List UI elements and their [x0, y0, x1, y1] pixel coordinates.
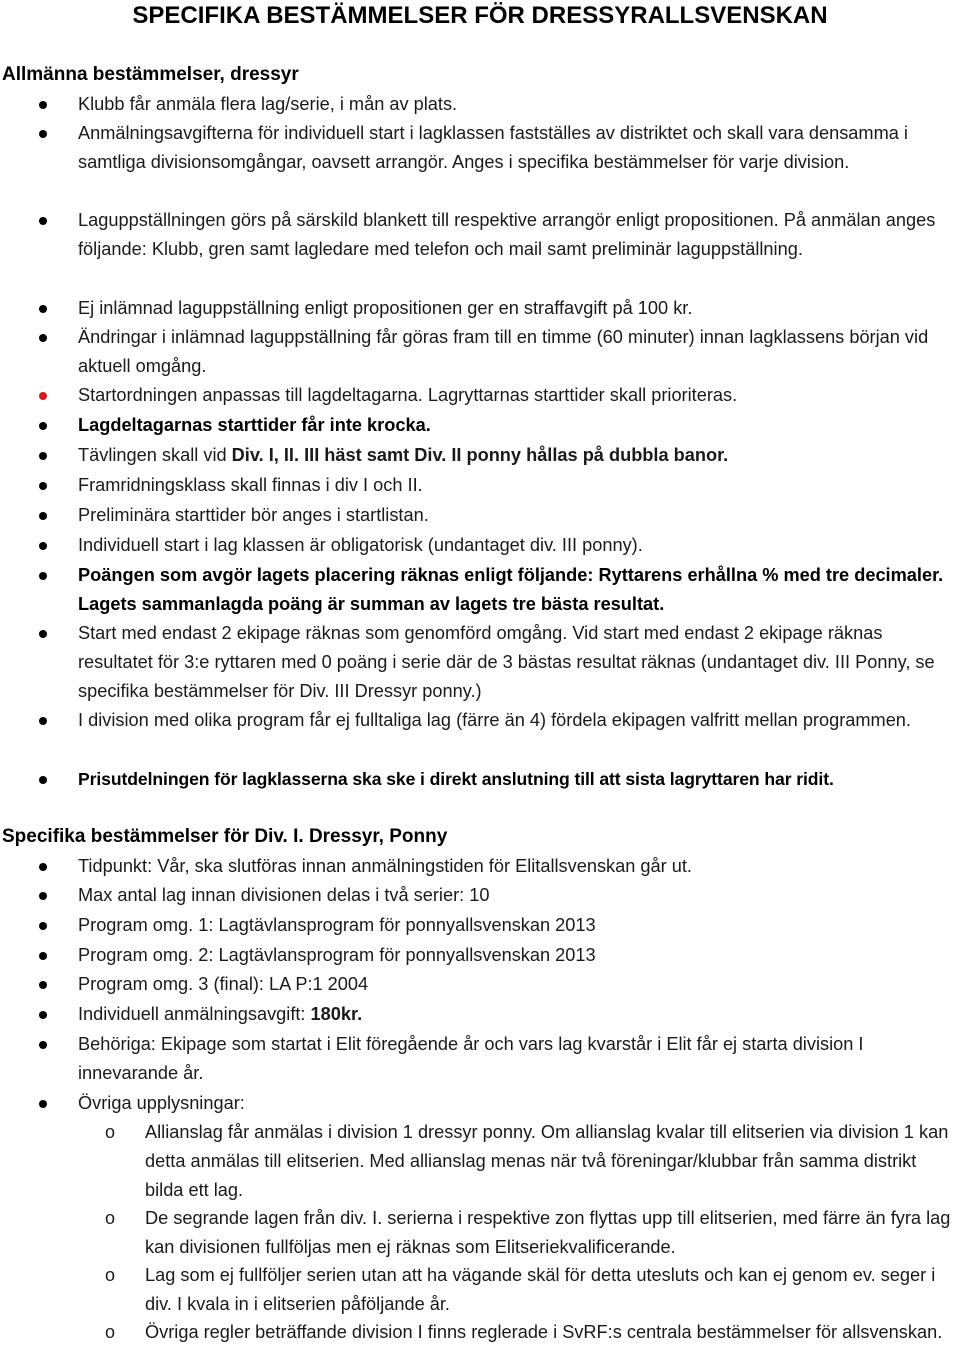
- list-item-text: Program omg. 3 (final): LA P:1 2004: [78, 974, 369, 994]
- list-item-text: Preliminära starttider bör anges i startlistan.: [78, 505, 429, 525]
- sub-list-item: [105, 1118, 957, 1205]
- bullet-icon: [39, 542, 47, 550]
- bullet-icon: [39, 101, 47, 109]
- bullet-icon: [39, 1100, 47, 1108]
- list-item-text: Övriga upplysningar:: [78, 1093, 245, 1113]
- list-item: [78, 1089, 958, 1118]
- list-item-text: Startordningen anpassas till lagdeltagarna. Lagryttarnas starttider skall prioriteras.: [78, 385, 738, 405]
- list-item-text: Allianslag får anmälas i division 1 dressyr ponny. Om allianslag kvalar till elitserien via division 1 kan detta anmälas till elitserien. Med allianslag menas när två föreningar/klubbar från samma distrikt bilda ett lag.: [145, 1122, 949, 1200]
- bullet-icon: [39, 717, 47, 725]
- list-item-text: Max antal lag innan divisionen delas i två serier: 10: [78, 885, 490, 905]
- list-item-text: Lag som ej fullföljer serien utan att ha vägande skäl för detta utesluts och kan ej genom ev. seger i div. I kvala in i elitserien påföljande år.: [145, 1265, 936, 1314]
- list-item-text: Individuell start i lag klassen är obligatorisk (undantaget div. III ponny).: [78, 535, 643, 555]
- list-item-text: Program omg. 2: Lagtävlansprogram för ponnyallsvenskan 2013: [78, 945, 596, 965]
- list-item-text: Individuell anmälningsavgift:: [78, 1004, 311, 1024]
- list-item: [78, 90, 958, 119]
- list-item-text: Ej inlämnad laguppställning enligt propositionen ger en straffavgift på 100 kr.: [78, 298, 693, 318]
- list-item: [78, 381, 958, 410]
- list-item-text: Laguppställningen görs på särskild blankett till respektive arrangör enligt propositionen. På anmälan anges följande: Klubb, gren samt lagledare med telefon och mail samt preliminär laguppställning.: [78, 210, 936, 259]
- list-item: [78, 706, 958, 735]
- section-heading-general: Allmänna bestämmelser, dressyr: [2, 64, 299, 85]
- bullet-icon: [39, 334, 47, 342]
- list-item: [78, 619, 958, 706]
- list-item: [78, 1000, 958, 1029]
- bullet-icon: [39, 981, 47, 989]
- list-item-text: Prisutdelningen för lagklasserna ska ske i direkt anslutning till att sista lagryttaren har ridit.: [78, 769, 834, 789]
- list-item: [78, 323, 958, 381]
- list-item-text: De segrande lagen från div. I. serierna i respektive zon flyttas upp till elitserien, med färre än fyra lag kan divisionen fullföljas men ej räknas som Elitseriekvalificerande.: [145, 1208, 951, 1257]
- list-item: [78, 441, 958, 470]
- list-item: [78, 411, 958, 440]
- list-item-text: Övriga regler beträffande division I finns reglerade i SvRF:s centrala bestämmelser för allsvenskan.: [145, 1322, 943, 1342]
- list-item: [78, 881, 958, 910]
- bullet-icon: [39, 452, 47, 460]
- list-item: [78, 852, 958, 881]
- list-item-text: Framridningsklass skall finnas i div I och II.: [78, 475, 423, 495]
- list-item-text: Lagdeltagarnas starttider får inte krocka.: [78, 415, 431, 435]
- list-item-text: Behöriga: Ekipage som startat i Elit föregående år och vars lag kvarstår i Elit får ej starta division I innevarande år.: [78, 1034, 864, 1083]
- list-item-text: Program omg. 1: Lagtävlansprogram för ponnyallsvenskan 2013: [78, 915, 596, 935]
- list-item-bold-text: Div. I, II. III häst samt Div. II ponny hållas på dubbla banor.: [231, 445, 729, 465]
- list-item: [78, 765, 960, 794]
- bullet-icon: [39, 952, 47, 960]
- circle-bullet-icon: o: [105, 1208, 116, 1228]
- bullet-icon: [39, 217, 47, 225]
- list-item-text: Start med endast 2 ekipage räknas som genomförd omgång. Vid start med endast 2 ekipage räknas resultatet för 3:e ryttaren med 0 poäng i serie där de 3 bästas resultat räknas (undantaget div. III Ponny, se specifika bestämmelser för Div. III Dressyr ponny.): [78, 623, 935, 701]
- bullet-icon: [39, 422, 47, 430]
- list-item-text: I division med olika program får ej fulltaliga lag (färre än 4) fördela ekipagen valfritt mellan programmen.: [78, 710, 911, 730]
- list-item: [78, 1030, 958, 1088]
- bullet-icon: [39, 776, 47, 784]
- bullet-icon: [39, 1011, 47, 1019]
- list-item: [78, 531, 958, 560]
- list-item-text: Poängen som avgör lagets placering räknas enligt följande: Ryttarens erhållna % med tre decimaler. Lagets sammanlagda poäng är summan av lagets tre bästa resultat.: [78, 565, 944, 614]
- bullet-icon: [39, 482, 47, 490]
- bullet-icon: [39, 392, 47, 400]
- list-item: [78, 294, 958, 323]
- bullet-icon: [39, 305, 47, 313]
- list-item-text: Tävlingen skall vid: [78, 445, 232, 465]
- section-heading-div1: Specifika bestämmelser för Div. I. Dressyr, Ponny: [2, 826, 448, 847]
- circle-bullet-icon: o: [105, 1265, 116, 1285]
- list-item: [78, 941, 958, 970]
- bullet-icon: [39, 130, 47, 138]
- list-item-bold-text: 180kr.: [310, 1004, 363, 1024]
- bullet-icon: [39, 630, 47, 638]
- bullet-icon: [39, 572, 47, 580]
- list-item: [78, 561, 958, 619]
- sub-list-item: [105, 1204, 957, 1262]
- list-item: [78, 501, 958, 530]
- list-item: [78, 911, 958, 940]
- sub-list-item: [105, 1261, 957, 1319]
- list-item: [78, 970, 958, 999]
- list-item-text: Anmälningsavgifterna för individuell start i lagklassen fastställes av distriktet och skall vara densamma i samtliga divisionsomgångar, oavsett arrangör. Anges i specifika bestämmelser för varje division.: [78, 123, 908, 172]
- list-item: [78, 471, 958, 500]
- bullet-icon: [39, 1041, 47, 1049]
- bullet-icon: [39, 512, 47, 520]
- bullet-icon: [39, 892, 47, 900]
- page-title: SPECIFIKA BESTÄMMELSER FÖR DRESSYRALLSVENSKAN: [132, 2, 828, 29]
- sub-list-item: [105, 1318, 957, 1347]
- circle-bullet-icon: o: [105, 1322, 116, 1342]
- list-item-text: Klubb får anmäla flera lag/serie, i mån av plats.: [78, 94, 458, 114]
- list-item: [78, 206, 958, 264]
- list-item-text: Ändringar i inlämnad laguppställning får göras fram till en timme (60 minuter) innan lagklassens början vid aktuell omgång.: [78, 327, 929, 376]
- list-item-text: Tidpunkt: Vår, ska slutföras innan anmälningstiden för Elitallsvenskan går ut.: [78, 856, 692, 876]
- list-item: [78, 119, 958, 177]
- circle-bullet-icon: o: [105, 1122, 116, 1142]
- bullet-icon: [39, 863, 47, 871]
- bullet-icon: [39, 922, 47, 930]
